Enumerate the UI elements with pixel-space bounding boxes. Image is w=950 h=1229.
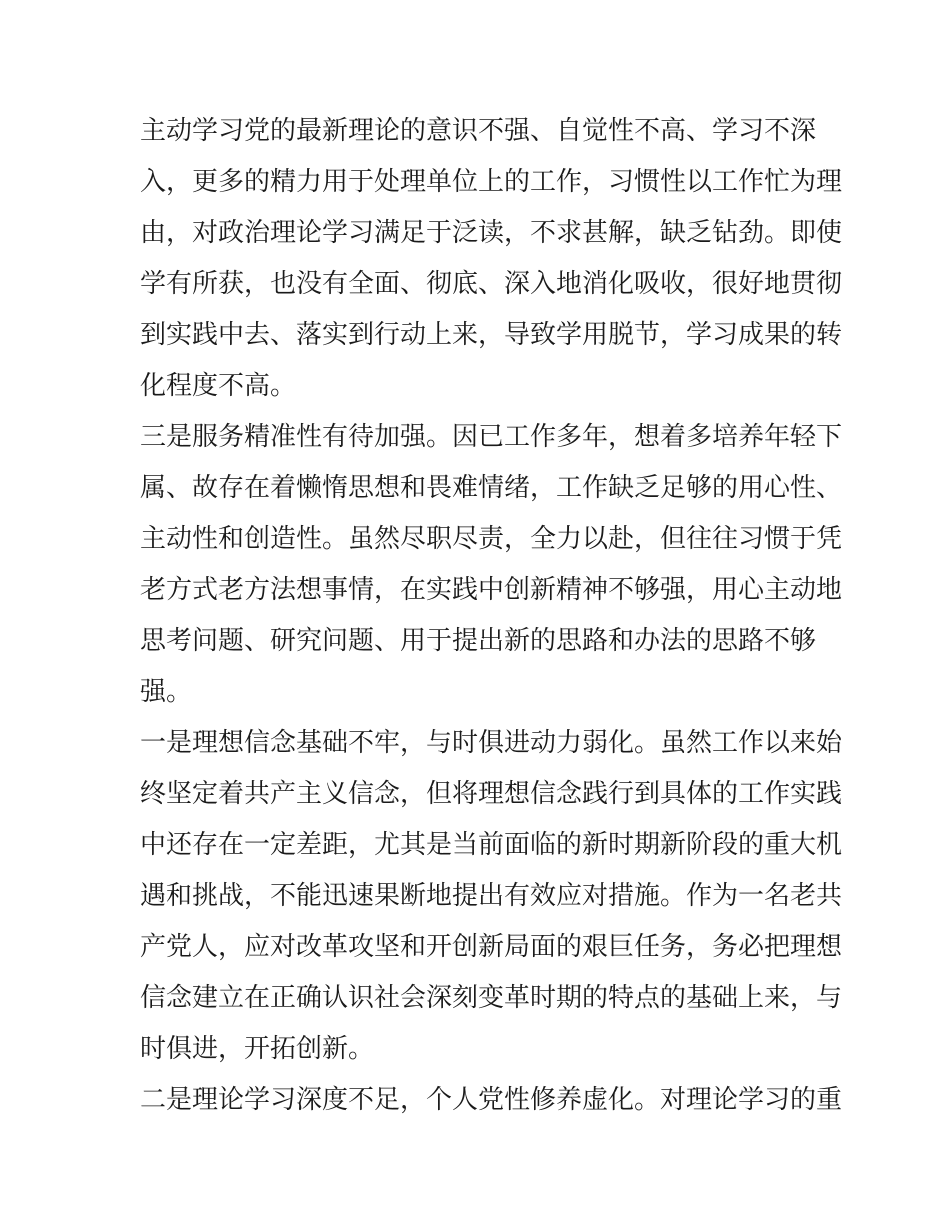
text-line: 老方式老方法想事情，在实践中创新精神不够强，用心主动地: [140, 575, 843, 605]
text-line: 主动性和创造性。虽然尽职尽责，全力以赴，但往往习惯于凭: [140, 524, 843, 554]
text-line: 时俱进，开拓创新。: [140, 1034, 375, 1064]
text-line: 强。: [140, 677, 193, 707]
text-line: 二是理论学习深度不足，个人党性修养虚化。对理论学习的重: [140, 1085, 843, 1115]
text-line: 到实践中去、落实到行动上来，导致学用脱节，学习成果的转: [140, 320, 843, 350]
text-line: 一是理想信念基础不牢，与时俱进动力弱化。虽然工作以来始: [140, 728, 843, 758]
text-line: 终坚定着共产主义信念，但将理想信念践行到具体的工作实践: [140, 779, 843, 809]
text-line: 化程度不高。: [140, 371, 297, 401]
text-line: 三是服务精准性有待加强。因已工作多年，想着多培养年轻下: [140, 422, 843, 452]
text-line: 产党人，应对改革攻坚和开创新局面的艰巨任务，务必把理想: [140, 932, 843, 962]
text-line: 思考问题、研究问题、用于提出新的思路和办法的思路不够: [140, 626, 817, 656]
text-line: 学有所获，也没有全面、彻底、深入地消化吸收，很好地贯彻: [140, 269, 843, 299]
text-line: 主动学习党的最新理论的意识不强、自觉性不高、学习不深: [140, 116, 817, 146]
text-line: 中还存在一定差距，尤其是当前面临的新时期新阶段的重大机: [140, 830, 843, 860]
document-body: [140, 106, 843, 1126]
text-line: 属、故存在着懒惰思想和畏难情绪，工作缺乏足够的用心性、: [140, 473, 843, 503]
text-line: 由，对政治理论学习满足于泛读，不求甚解，缺乏钻劲。即使: [140, 218, 843, 248]
text-line: 遇和挑战，不能迅速果断地提出有效应对措施。作为一名老共: [140, 881, 843, 911]
text-line: 入，更多的精力用于处理单位上的工作，习惯性以工作忙为理: [140, 167, 843, 197]
text-line: 信念建立在正确认识社会深刻变革时期的特点的基础上来，与: [140, 983, 843, 1013]
